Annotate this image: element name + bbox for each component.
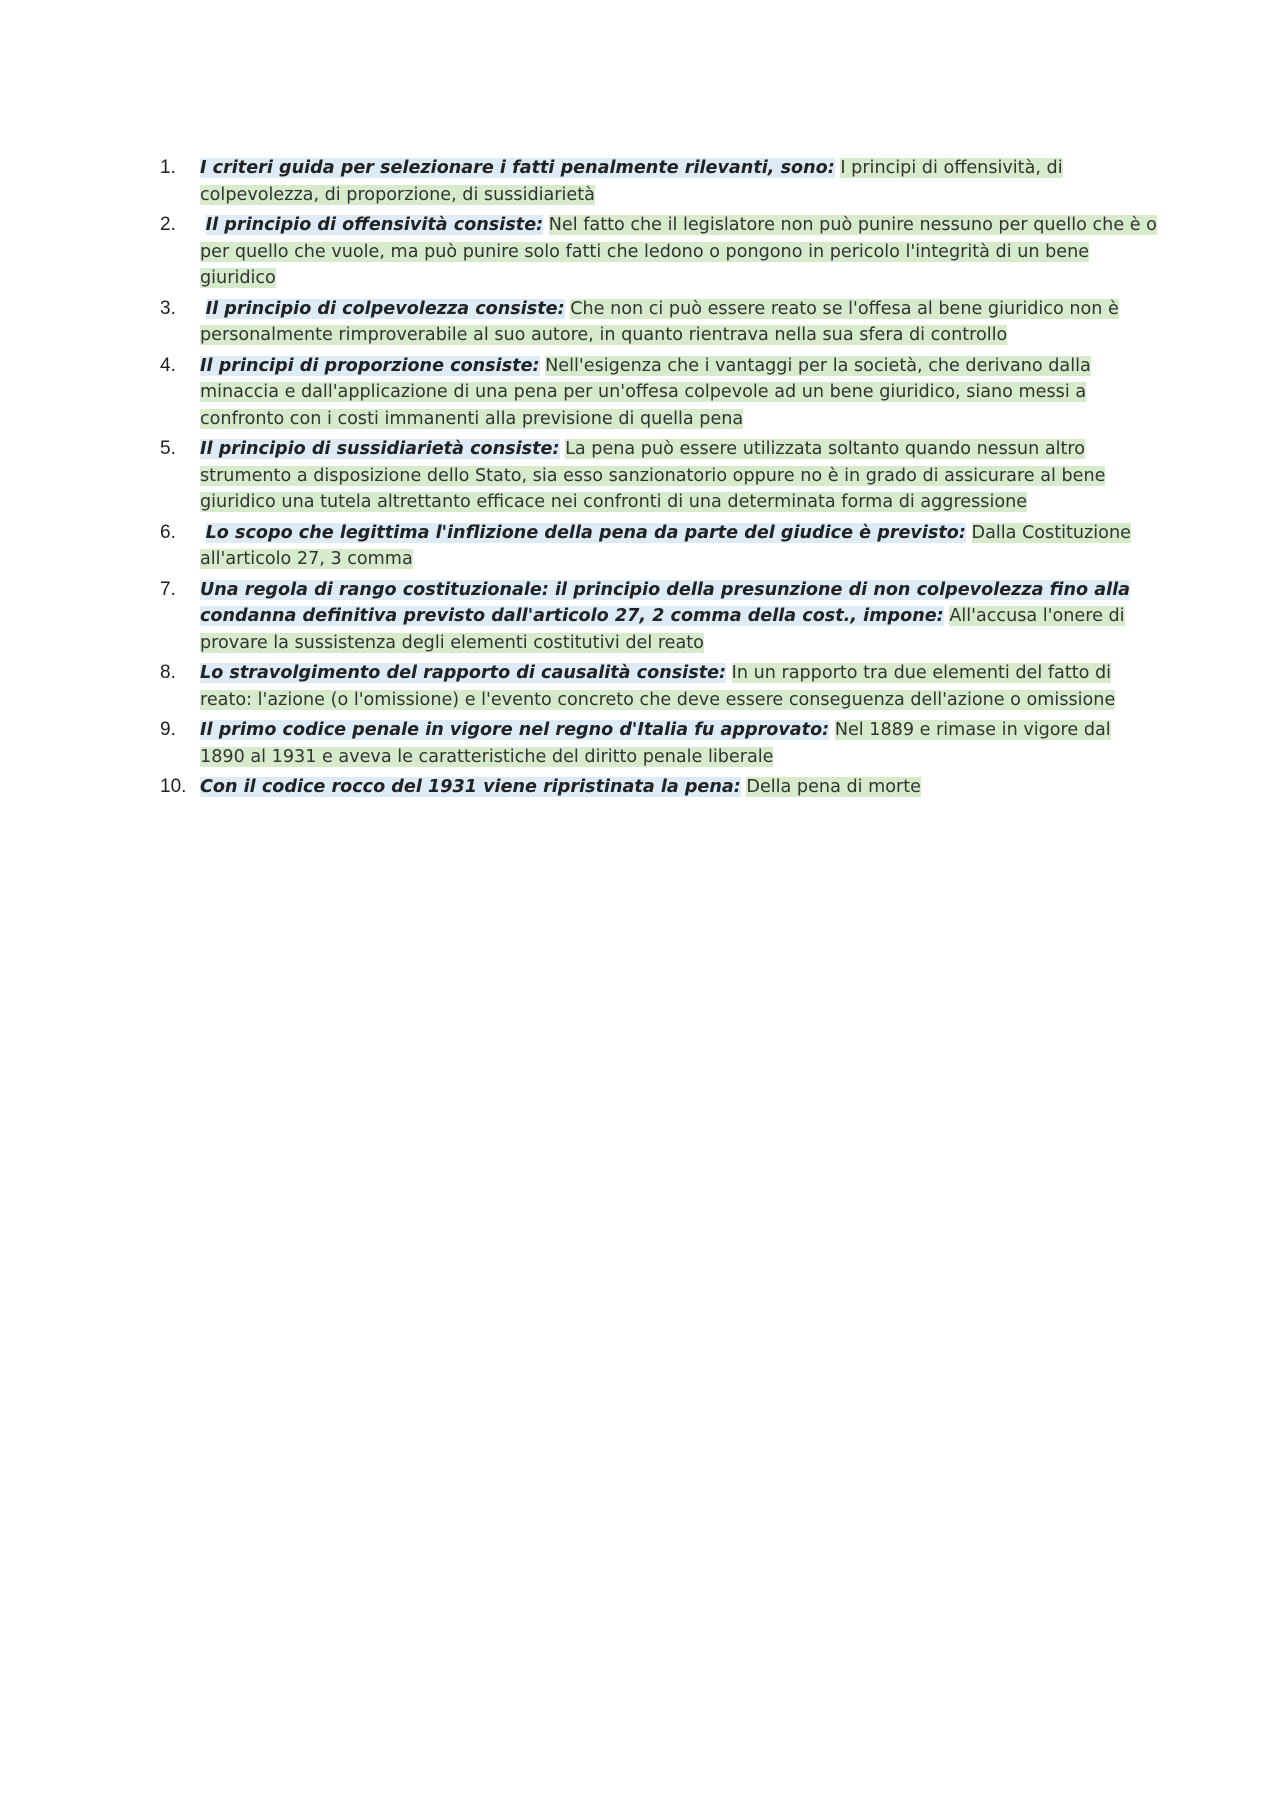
list-item	[160, 577, 1160, 657]
item-number: 10.	[160, 776, 187, 797]
item-number: 2.	[160, 214, 176, 235]
item-text	[200, 296, 1160, 349]
item-answer: In un rapporto tra due elementi del fatto di reato: l'azione (o l'omissione) e l'evento concreto che deve essere conseguenza dell'azione o omissione	[200, 663, 1116, 710]
item-answer: Dalla Costituzione all'articolo 27, 3 comma	[200, 522, 1131, 569]
item-number: 4.	[160, 354, 176, 376]
item-text	[200, 353, 1160, 433]
item-number: 3.	[160, 297, 176, 319]
item-question: Il principio di colpevolezza consiste:	[205, 298, 565, 319]
item-text	[200, 212, 1160, 292]
item-question: Una regola di rango costituzionale: il principio della presunzione di non colpevolezza fino alla condanna definitiva previsto dall'articolo 27, 2 comma della cost., impone:	[200, 579, 1131, 626]
list-item	[160, 717, 1160, 770]
item-question: Il principio di sussidiarietà consiste:	[200, 439, 560, 459]
list-item	[160, 212, 1160, 292]
list-item	[160, 520, 1160, 573]
list-item	[160, 660, 1160, 713]
item-question: Il principi di proporzione consiste:	[200, 355, 540, 376]
item-answer: I principi di offensività, di colpevolezza, di proporzione, di sussidiarietà	[200, 158, 1063, 205]
item-question: Lo scopo che legittima l'inflizione della pena da parte del giudice è previsto:	[205, 522, 966, 543]
item-number: 8.	[160, 662, 176, 683]
item-question: Con il codice rocco del 1931 viene ripristinata la pena:	[200, 777, 741, 797]
list-item	[160, 353, 1160, 433]
item-text	[200, 520, 1160, 573]
item-number: 1.	[160, 157, 176, 178]
item-answer: La pena può essere utilizzata soltanto quando nessun altro strumento a disposizione dello Stato, sia esso sanzionatorio oppure no è in grado di assicurare al bene giuridico una tutela altrettanto efficace nei confronti di una determinata forma di aggressione	[200, 439, 1106, 512]
list-item	[160, 155, 1160, 208]
qa-list	[160, 155, 1160, 805]
item-question: Lo stravolgimento del rapporto di causalità consiste:	[200, 663, 727, 683]
item-question: Il principio di offensività consiste:	[205, 215, 544, 235]
item-answer: Che non ci può essere reato se l'offesa al bene giuridico non è personalmente rimproverabile al suo autore, in quanto rientrava nella sua sfera di controllo	[200, 298, 1119, 345]
item-text	[200, 717, 1160, 770]
item-question: Il primo codice penale in vigore nel regno d'Italia fu approvato:	[200, 720, 830, 740]
item-text	[200, 155, 1160, 208]
item-answer: All'accusa l'onere di provare la sussistenza degli elementi costitutivi del reato	[200, 606, 1125, 653]
list-item	[160, 774, 1160, 801]
item-answer: Nell'esigenza che i vantaggi per la società, che derivano dalla minaccia e dall'applicazione di una pena per un'offesa colpevole ad un bene giuridico, siano messi a confronto con i costi immanenti alla previsione di quella pena	[200, 355, 1091, 429]
item-number: 7.	[160, 578, 176, 600]
item-text	[200, 774, 1160, 801]
list-item	[160, 296, 1160, 349]
list-item	[160, 436, 1160, 516]
item-text	[200, 577, 1160, 657]
item-number: 5.	[160, 438, 176, 459]
item-answer: Nel fatto che il legislatore non può punire nessuno per quello che è o per quello che vuole, ma può punire solo fatti che ledono o pongono in pericolo l'integrità di un bene giuridico	[200, 215, 1157, 288]
item-text	[200, 660, 1160, 713]
item-answer: Nel 1889 e rimase in vigore dal 1890 al 1931 e aveva le caratteristiche del diritto penale liberale	[200, 720, 1111, 767]
item-answer: Della pena di morte	[746, 777, 921, 797]
item-number: 9.	[160, 719, 176, 740]
item-number: 6.	[160, 521, 176, 543]
item-question: I criteri guida per selezionare i fatti penalmente rilevanti, sono:	[200, 158, 835, 178]
item-text	[200, 436, 1160, 516]
